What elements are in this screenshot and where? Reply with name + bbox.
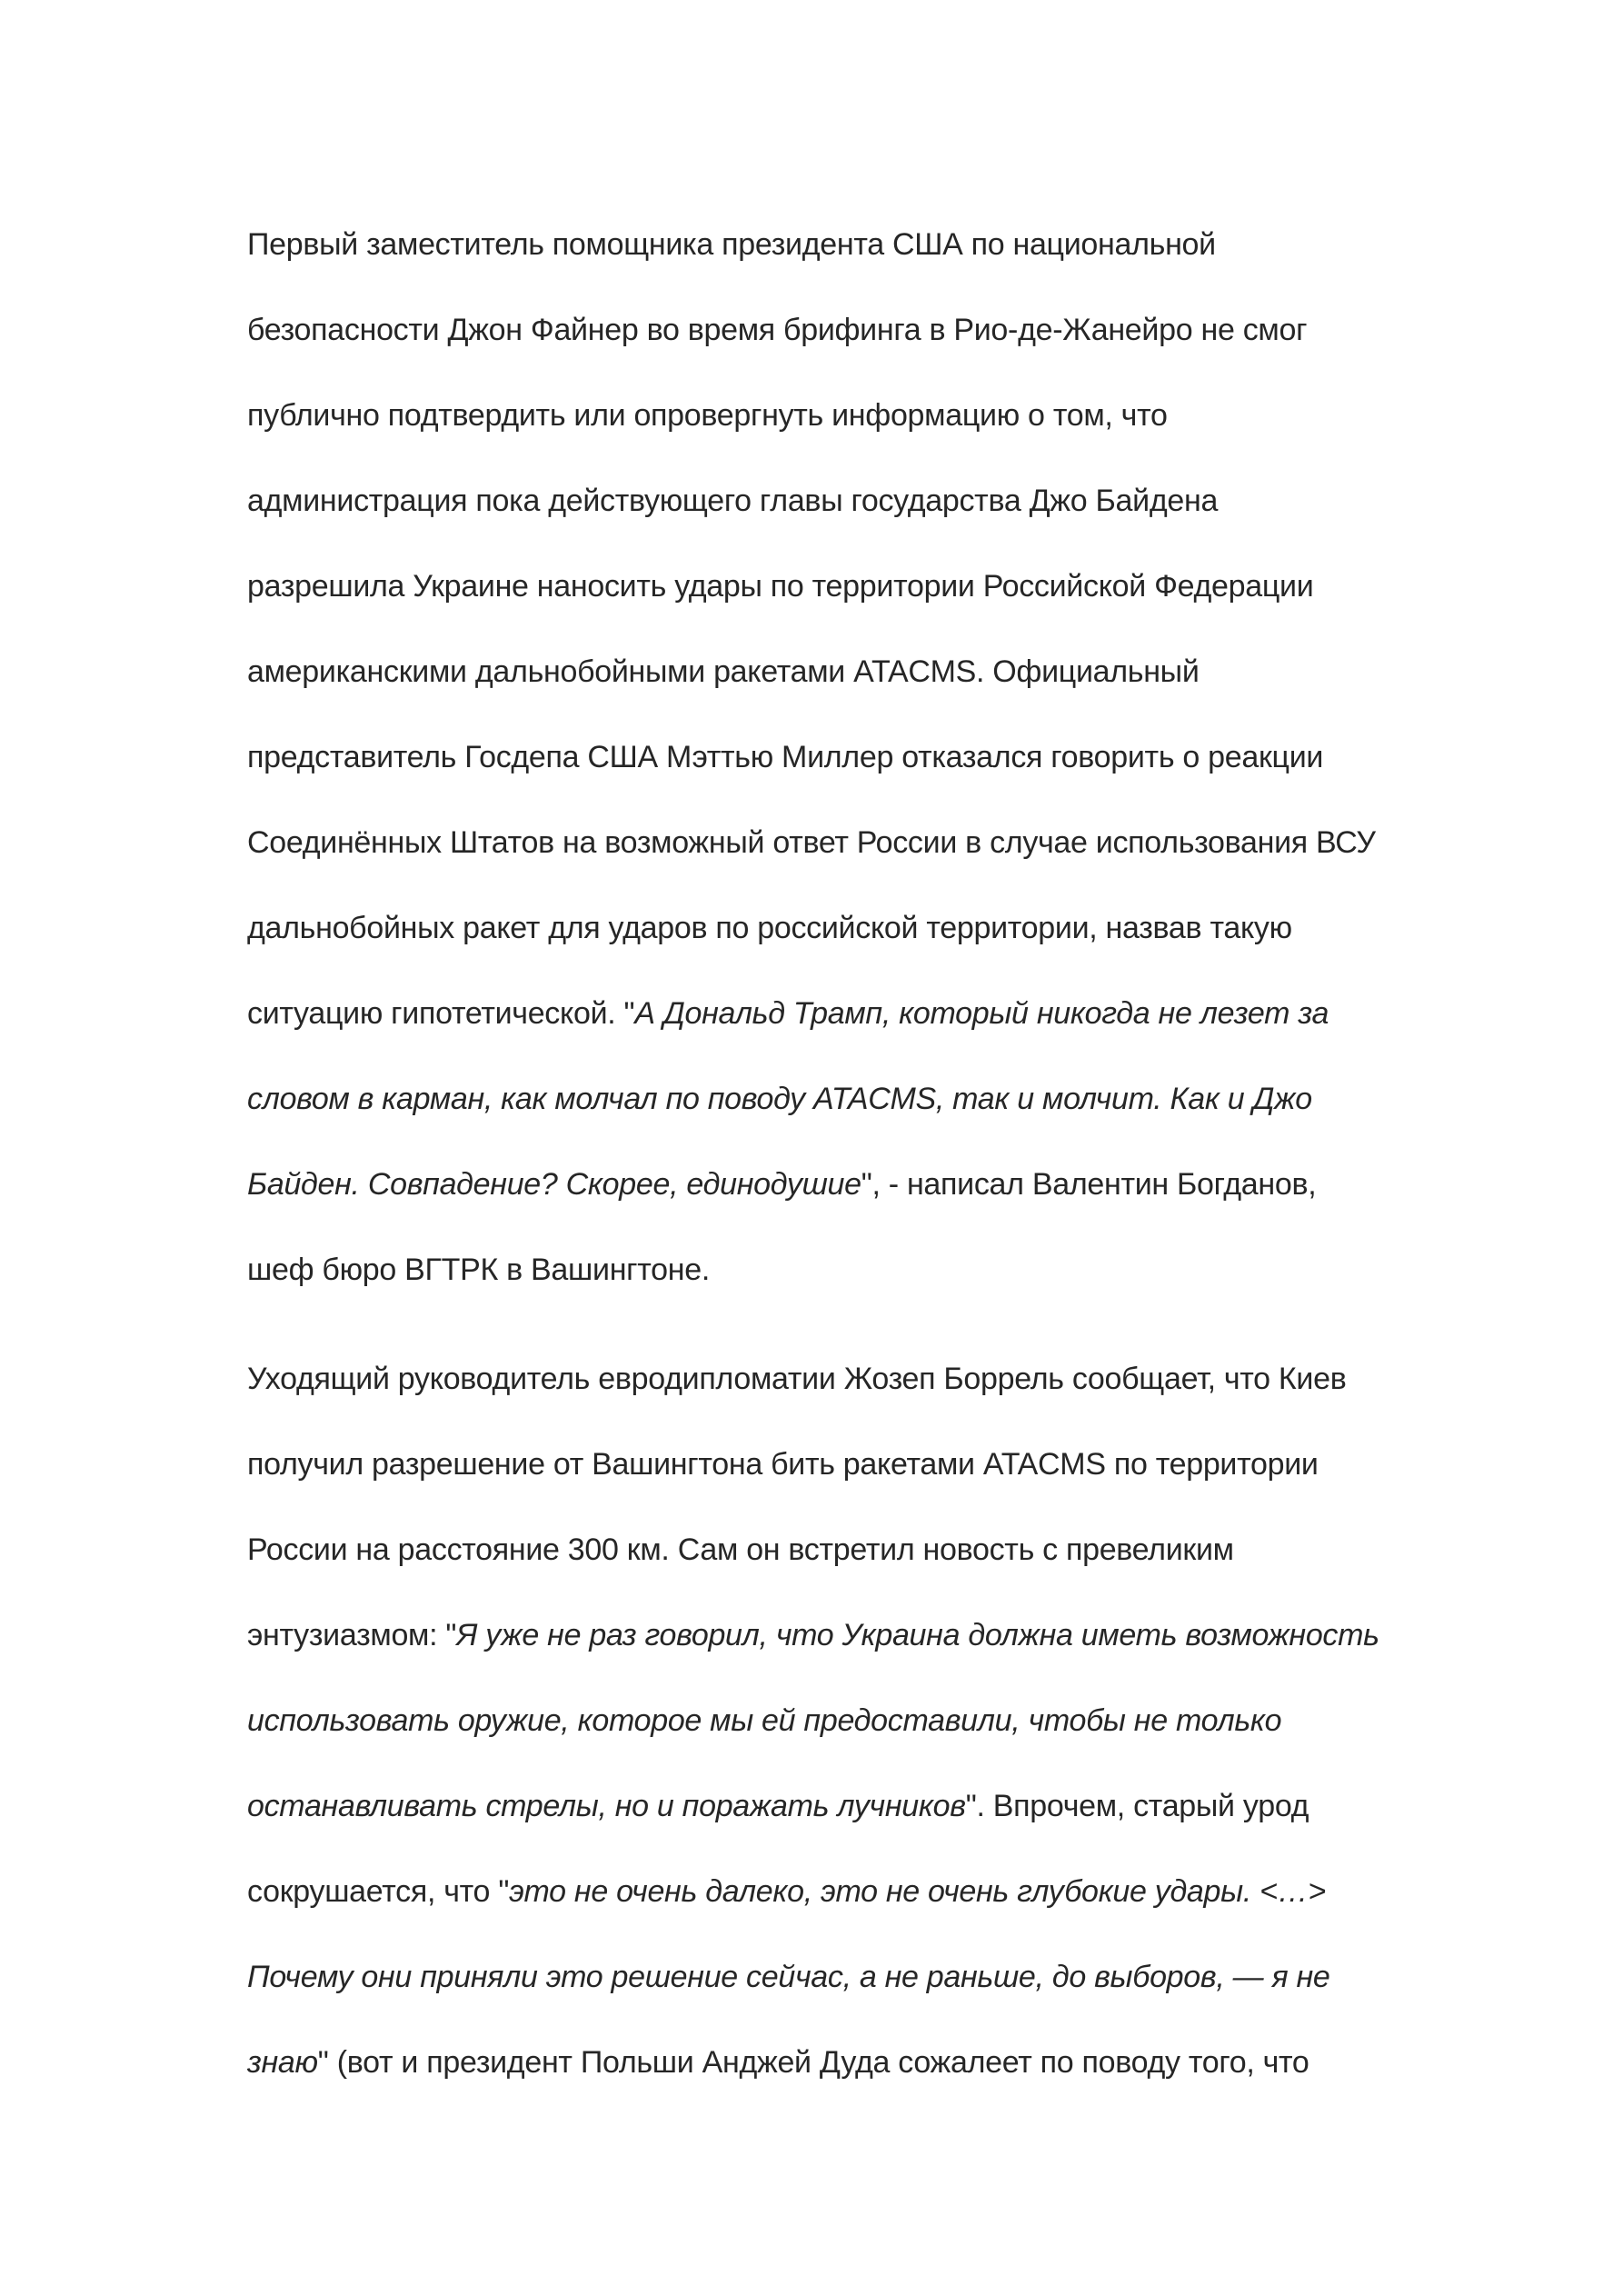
text-line <box>247 1849 1401 1934</box>
text-line: разрешила Украине наносить удары по территории Российской Федерации <box>247 569 1314 604</box>
text-line <box>247 1142 1401 1227</box>
text-line <box>247 1592 1401 1678</box>
quote-line: использовать оружие, которое мы ей предоставили, чтобы не только <box>247 1703 1282 1738</box>
text-run: " (вот и президент Польши Анджей Дуда сожалеет по поводу того, что <box>317 2045 1309 2080</box>
paragraph-1 <box>247 202 1401 1313</box>
text-line: публично подтвердить или опровергнуть информацию о том, что <box>247 398 1168 433</box>
quote-text: А Дональд Трамп, который никогда не лезет за <box>634 996 1329 1031</box>
text-line: американскими дальнобойными ракетами ATACMS. Официальный <box>247 654 1200 689</box>
text-line <box>247 2020 1401 2105</box>
quote-line: Почему они приняли это решение сейчас, а не раньше, до выборов, — я не <box>247 1960 1330 1994</box>
text-line <box>247 1763 1401 1849</box>
text-line: представитель Госдепа США Мэттью Миллер отказался говорить о реакции <box>247 740 1324 774</box>
text-line: Соединённых Штатов на возможный ответ России в случае использования ВСУ <box>247 825 1376 860</box>
text-line: получил разрешение от Вашингтона бить ракетами ATACMS по территории <box>247 1447 1319 1482</box>
quote-text: это не очень далеко, это не очень глубокие удары. <…> <box>509 1874 1326 1909</box>
text-line: Первый заместитель помощника президента США по национальной <box>247 227 1216 262</box>
quote-text: знаю <box>247 2045 318 2080</box>
quote-text: Я уже не раз говорил, что Украина должна иметь возможность <box>456 1618 1379 1652</box>
text-line: администрация пока действующего главы государства Джо Байдена <box>247 484 1219 518</box>
quote-text: останавливать стрелы, но и поражать лучников <box>247 1789 966 1823</box>
quote-text: Байден. Совпадение? Скорее, единодушие <box>247 1167 861 1202</box>
text-line <box>247 971 1401 1056</box>
quote-line: словом в карман, как молчал по поводу ATACMS, так и молчит. Как и Джо <box>247 1082 1312 1116</box>
text-line: шеф бюро ВГТРК в Вашингтоне. <box>247 1253 711 1287</box>
paragraph-2 <box>247 1336 1401 2105</box>
text-run: ", - написал Валентин Богданов, <box>861 1167 1317 1202</box>
text-line: Уходящий руководитель евродипломатии Жозеп Боррель сообщает, что Киев <box>247 1362 1347 1396</box>
text-run: энтузиазмом: " <box>247 1618 457 1652</box>
text-run: ". Впрочем, старый урод <box>965 1789 1309 1823</box>
text-line: безопасности Джон Файнер во время брифинга в Рио-де-Жанейро не смог <box>247 313 1308 347</box>
text-line: дальнобойных ракет для ударов по российской территории, назвав такую <box>247 911 1292 945</box>
text-line: России на расстояние 300 км. Сам он встретил новость с превеликим <box>247 1532 1234 1567</box>
text-run: ситуацию гипотетической. " <box>247 996 635 1031</box>
text-run: сокрушается, что " <box>247 1874 510 1909</box>
